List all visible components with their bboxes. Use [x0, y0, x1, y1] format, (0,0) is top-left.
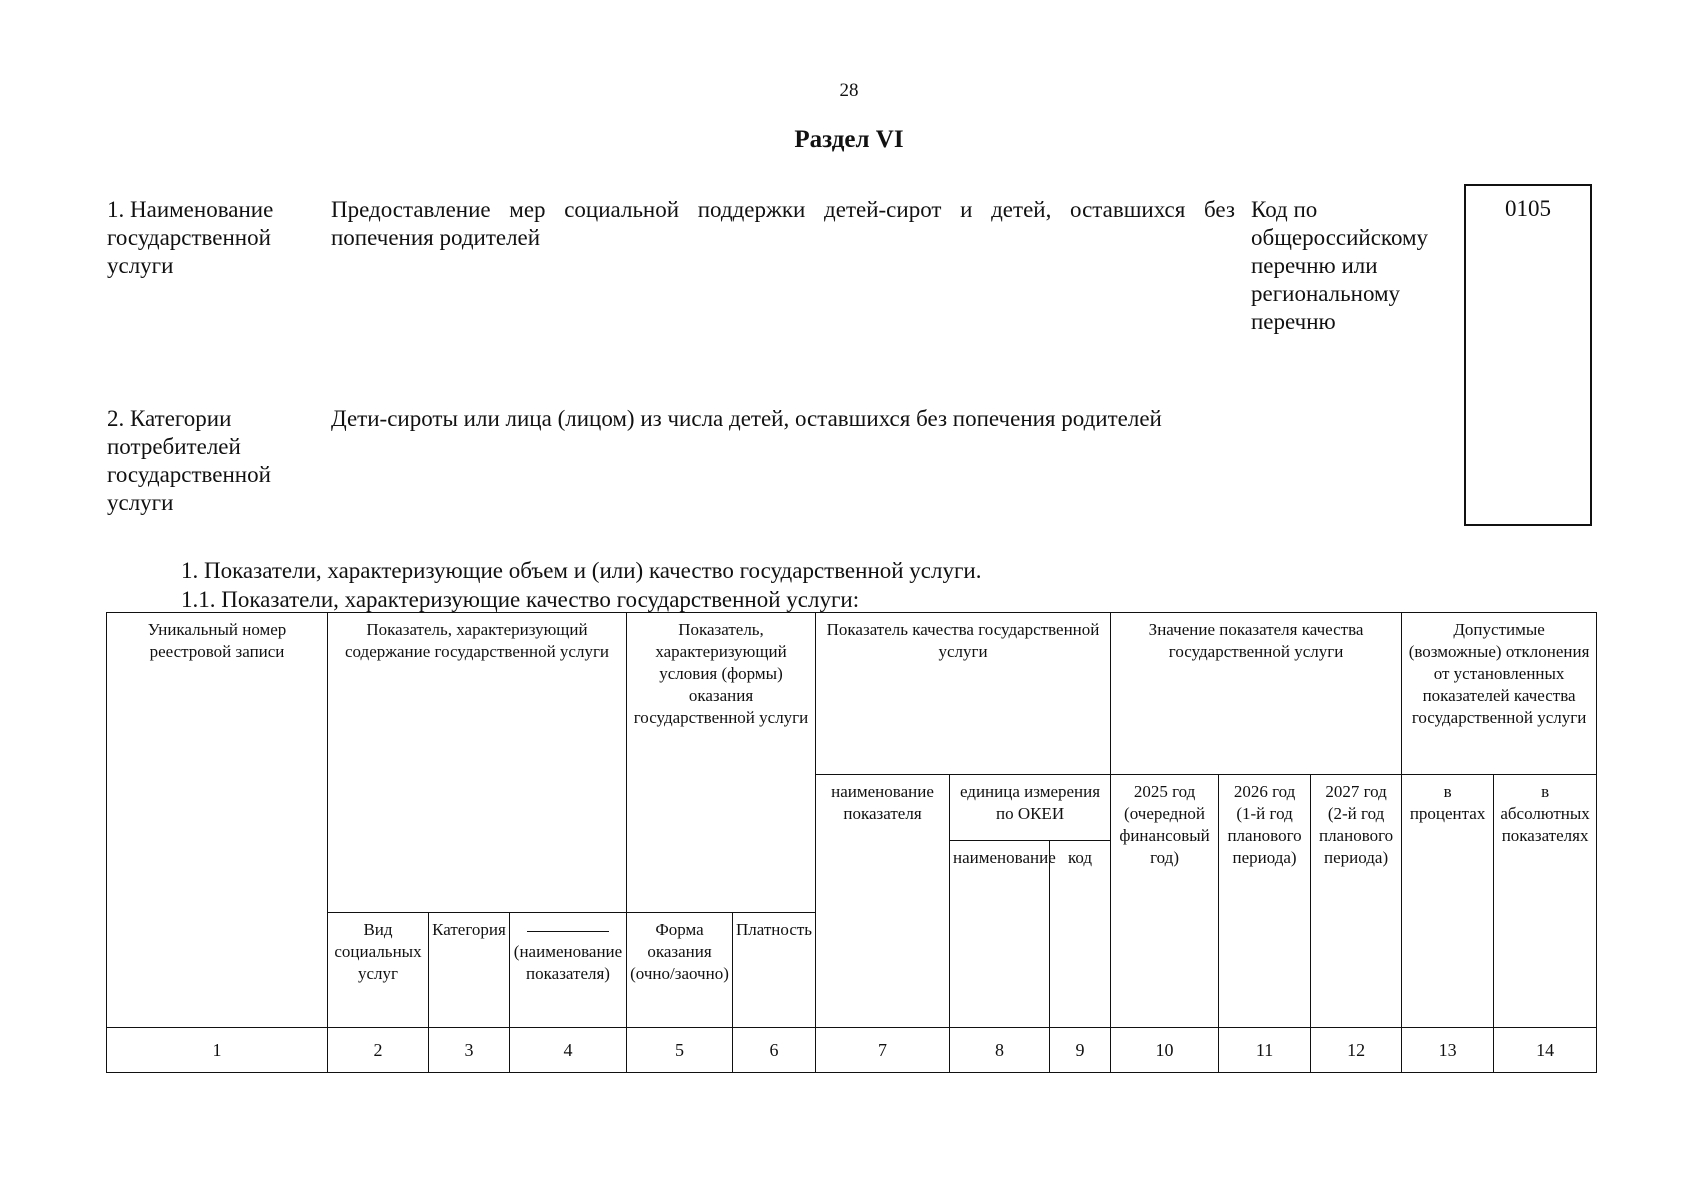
- column-number: 8: [950, 1028, 1050, 1073]
- header-unique-number: Уникальный номер реестровой записи: [107, 613, 328, 1028]
- column-number: 10: [1111, 1028, 1219, 1073]
- consumers-value: Дети-сироты или лица (лицом) из числа детей, оставшихся без попечения родителей: [331, 406, 1162, 431]
- header-conditions-indicator: Показатель, характеризующий условия (формы) оказания государственной услуги: [627, 613, 816, 913]
- column-number: 3: [429, 1028, 510, 1073]
- header-indicator-name: наименование показателя: [816, 775, 950, 1028]
- header-paid: Платность: [733, 913, 816, 1028]
- column-number: 12: [1311, 1028, 1402, 1073]
- header-year-2025: 2025 год (очередной финансовый год): [1111, 775, 1219, 1028]
- column-number: 1: [107, 1028, 328, 1073]
- service-name-value: Предоставление мер социальной поддержки детей-сирот и детей, оставшихся без попечения родителей: [331, 197, 1235, 250]
- column-number: 7: [816, 1028, 950, 1073]
- header-unit-name: наименование: [950, 841, 1050, 1028]
- quality-indicators-table: [106, 612, 1597, 1073]
- header-category: Категория: [429, 913, 510, 1028]
- section-title: Раздел VI: [794, 126, 904, 153]
- registry-code-value: 0105: [1505, 196, 1551, 221]
- header-unit-okei: единица измерения по ОКЕИ: [950, 775, 1111, 841]
- placeholder-label: (наименование показателя): [513, 942, 623, 983]
- header-social-service-type: Вид социальных услуг: [328, 913, 429, 1028]
- page-number: 28: [839, 80, 859, 101]
- registry-code-label: Код по общероссийскому перечню или региональному перечню: [1251, 197, 1429, 334]
- header-form: Форма оказания (очно/заочно): [627, 913, 733, 1028]
- consumers-label: 2. Категории потребителей государственной услуги: [107, 406, 271, 515]
- column-number: 13: [1402, 1028, 1494, 1073]
- header-absolute: в абсолютных показателях: [1494, 775, 1597, 1028]
- column-number: 5: [627, 1028, 733, 1073]
- column-number: 4: [510, 1028, 627, 1073]
- column-number: 9: [1050, 1028, 1111, 1073]
- column-number: 14: [1494, 1028, 1597, 1073]
- registry-code-box: [1464, 184, 1592, 526]
- column-number: 6: [733, 1028, 816, 1073]
- service-name-label: 1. Наименование государственной услуги: [107, 197, 274, 278]
- header-indicator-placeholder: [510, 913, 627, 1028]
- header-indicator-value: Значение показателя качества государственной услуги: [1111, 613, 1402, 775]
- header-allowed-deviations: Допустимые (возможные) отклонения от установленных показателей качества государственной услуги: [1402, 613, 1597, 775]
- blank-line: [527, 931, 609, 932]
- column-number: 2: [328, 1028, 429, 1073]
- column-number: 11: [1219, 1028, 1311, 1073]
- header-quality-indicator: Показатель качества государственной услуги: [816, 613, 1111, 775]
- header-unit-code: код: [1050, 841, 1111, 1028]
- indicators-heading: 1. Показатели, характеризующие объем и (или) качество государственной услуги.: [181, 558, 982, 583]
- header-year-2027: 2027 год (2-й год планового периода): [1311, 775, 1402, 1028]
- header-content-indicator: Показатель, характеризующий содержание государственной услуги: [328, 613, 627, 913]
- quality-indicators-heading: 1.1. Показатели, характеризующие качество государственной услуги:: [181, 587, 860, 612]
- header-year-2026: 2026 год (1-й год планового периода): [1219, 775, 1311, 1028]
- header-percent: в процентах: [1402, 775, 1494, 1028]
